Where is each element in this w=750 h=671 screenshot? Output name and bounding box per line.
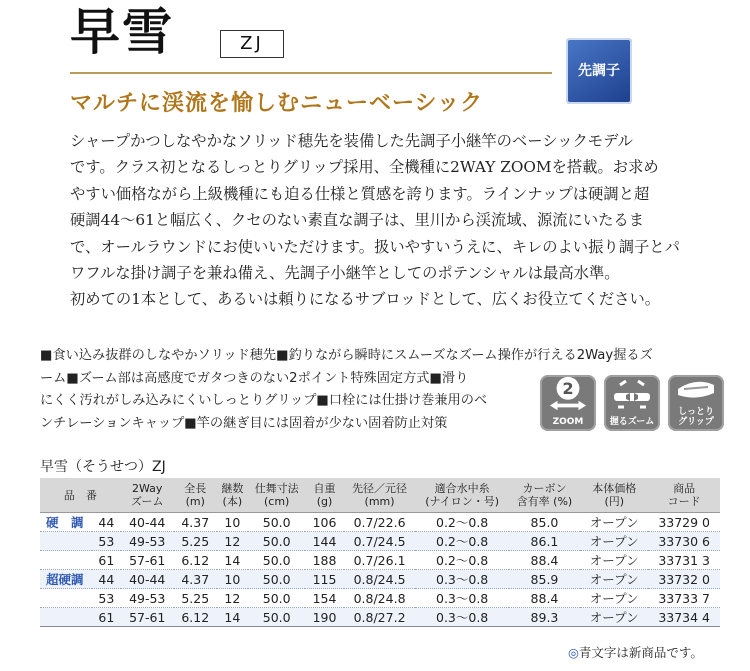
table-header-row: [40, 478, 720, 513]
table-cell: 40-44: [121, 570, 174, 589]
spec-table-title: 早雪（そうせつ）ZJ: [40, 459, 166, 475]
table-cell: 44: [92, 513, 121, 532]
row-category-cell: [40, 589, 92, 608]
table-cell: 6.12: [174, 551, 217, 570]
table-cell: 4.37: [174, 513, 217, 532]
table-cell: 49-53: [121, 589, 174, 608]
table-cell: 85.0: [509, 513, 580, 532]
catchphrase: マルチに渓流を愉しむニューベーシック: [70, 90, 484, 116]
table-cell: 0.2～0.8: [415, 551, 508, 570]
grip-label-1: しっとり: [677, 407, 714, 417]
spec-table: [40, 478, 720, 627]
table-cell: オープン: [580, 589, 648, 608]
table-cell: 89.3: [509, 608, 580, 627]
table-cell: 10: [217, 513, 248, 532]
table-cell: 61: [92, 608, 121, 627]
table-cell: オープン: [580, 532, 648, 551]
row-category-cell: 硬 調: [40, 513, 92, 532]
table-cell: 0.8/27.2: [344, 608, 416, 627]
description-line: です。クラス初となるしっとりグリップ採用、全機種に2WAY ZOOMを搭載。お求め: [70, 158, 659, 177]
table-cell: 50.0: [248, 532, 306, 551]
table-row: [40, 570, 720, 589]
header-cell: カーボン 含有率 (%): [509, 478, 580, 513]
zoom-label: ZOOM: [552, 417, 584, 427]
table-cell: 0.2～0.8: [415, 513, 508, 532]
table-cell: オープン: [580, 608, 648, 627]
table-cell: 4.37: [174, 570, 217, 589]
table-cell: 50.0: [248, 589, 306, 608]
table-cell: 12: [217, 589, 248, 608]
description-line: ワフルな掛け調子を兼ね備え、先調子小継竿としてのポテンシャルは最高水準。: [70, 264, 620, 283]
table-cell: 14: [217, 551, 248, 570]
table-cell: 44: [92, 570, 121, 589]
grip-label-2: グリップ: [678, 417, 714, 427]
table-cell: 144: [305, 532, 343, 551]
description-line: やすい価格ながら上級機種にも迫る仕様と質感を誇ります。ラインナップは硬調と超: [70, 184, 650, 203]
table-cell: 0.3～0.8: [415, 608, 508, 627]
feature-line: ンチレーションキャップ■竿の継ぎ目には固着が少ない固着防止対策: [40, 415, 448, 431]
product-title: 早雪: [70, 2, 174, 61]
zoom-arrows-icon: [546, 375, 590, 415]
table-cell: 85.9: [509, 570, 580, 589]
row-category-cell: [40, 608, 92, 627]
table-cell: 14: [217, 608, 248, 627]
shittori-grip-icon: [668, 375, 724, 431]
2way-zoom-icon: [540, 375, 596, 431]
table-row: [40, 589, 720, 608]
header-cell: 適合水中糸 (ナイロン・号): [415, 478, 508, 513]
table-cell: 190: [305, 608, 343, 627]
table-cell: 0.7/24.5: [344, 532, 416, 551]
header-cell: 先径／元径 (mm): [344, 478, 416, 513]
header-cell: 全長 (m): [174, 478, 217, 513]
description-line: 硬調44～61と幅広く、クセのない素直な調子は、里川から渓流域、源流にいたるま: [70, 211, 645, 230]
row-category-cell: [40, 551, 92, 570]
table-cell: 50.0: [248, 570, 306, 589]
table-cell: 12: [217, 532, 248, 551]
header-cell: 自重 (g): [305, 478, 343, 513]
table-cell: 115: [305, 570, 343, 589]
description: [70, 128, 680, 313]
table-row: [40, 608, 720, 627]
header-cell: 品 番: [40, 478, 121, 513]
table-cell: 88.4: [509, 551, 580, 570]
table-cell: 61: [92, 551, 121, 570]
table-cell: オープン: [580, 570, 648, 589]
table-cell: オープン: [580, 513, 648, 532]
footnote-text: 青文字は新商品です。: [578, 645, 703, 660]
table-cell: 33730 6: [648, 532, 720, 551]
table-cell: 0.7/26.1: [344, 551, 416, 570]
feature-line: にくく汚れがしみ込みにくいしっとりグリップ■口栓には仕掛け巻兼用のベ: [40, 393, 488, 409]
title-divider: [70, 72, 552, 74]
table-cell: 53: [92, 589, 121, 608]
table-cell: 49-53: [121, 532, 174, 551]
table-cell: 40-44: [121, 513, 174, 532]
table-cell: 5.25: [174, 589, 217, 608]
table-cell: 33734 4: [648, 608, 720, 627]
table-row: [40, 513, 720, 532]
table-cell: 0.8/24.8: [344, 589, 416, 608]
table-cell: 188: [305, 551, 343, 570]
table-cell: 0.3～0.8: [415, 570, 508, 589]
header-cell: 2Way ズーム: [121, 478, 174, 513]
header-cell: 商品 コード: [648, 478, 720, 513]
feature-icons: [540, 375, 724, 431]
table-cell: 10: [217, 570, 248, 589]
table-cell: 5.25: [174, 532, 217, 551]
row-category-cell: 超硬調: [40, 570, 92, 589]
header-cell: 本体価格 (円): [580, 478, 648, 513]
table-cell: 0.2～0.8: [415, 532, 508, 551]
table-cell: 6.12: [174, 608, 217, 627]
description-line: シャープかつしなやかなソリッド穂先を装備した先調子小継竿のベーシックモデル: [70, 132, 633, 150]
svg-text:2: 2: [562, 379, 574, 399]
action-badge: 先調子: [566, 38, 632, 104]
grip-rod-icon: [674, 375, 718, 405]
table-cell: 0.8/24.5: [344, 570, 416, 589]
table-cell: 0.7/22.6: [344, 513, 416, 532]
table-cell: 88.4: [509, 589, 580, 608]
row-category-cell: [40, 532, 92, 551]
table-cell: 86.1: [509, 532, 580, 551]
table-cell: 50.0: [248, 551, 306, 570]
grip-zoom-label: 握るズーム: [609, 417, 655, 427]
header-cell: 継数 (本): [217, 478, 248, 513]
model-label: ZJ: [220, 30, 284, 58]
description-line: で、オールラウンドにお使いいただけます。扱いやすいうえに、キレのよい振り調子とパ: [70, 237, 680, 256]
description-line: 初めての1本として、あるいは頼りになるサブロッドとして、広くお役立てください。: [70, 290, 661, 309]
table-row: [40, 551, 720, 570]
table-cell: 50.0: [248, 608, 306, 627]
table-cell: 57-61: [121, 551, 174, 570]
table-cell: 33731 3: [648, 551, 720, 570]
table-cell: 53: [92, 532, 121, 551]
table-cell: 50.0: [248, 513, 306, 532]
hand-grip-icon: [610, 377, 654, 415]
table-cell: 33733 7: [648, 589, 720, 608]
table-cell: 154: [305, 589, 343, 608]
footnote-mark: ◎: [568, 645, 579, 660]
table-cell: 33732 0: [648, 570, 720, 589]
table-cell: 33729 0: [648, 513, 720, 532]
table-cell: 57-61: [121, 608, 174, 627]
table-row: [40, 532, 720, 551]
table-cell: 0.3～0.8: [415, 589, 508, 608]
feature-line: ■食い込み抜群のしなやかソリッド穂先■釣りながら瞬時にスムーズなズーム操作が行える2Way握るズ: [40, 348, 653, 363]
table-cell: オープン: [580, 551, 648, 570]
header-cell: 仕舞寸法 (cm): [248, 478, 306, 513]
footnote: [568, 643, 703, 661]
feature-line: ーム■ズーム部は高感度でガタつきのない2ポイント特殊固定方式■滑り: [40, 370, 469, 386]
grip-zoom-icon: [604, 375, 660, 431]
table-cell: 106: [305, 513, 343, 532]
